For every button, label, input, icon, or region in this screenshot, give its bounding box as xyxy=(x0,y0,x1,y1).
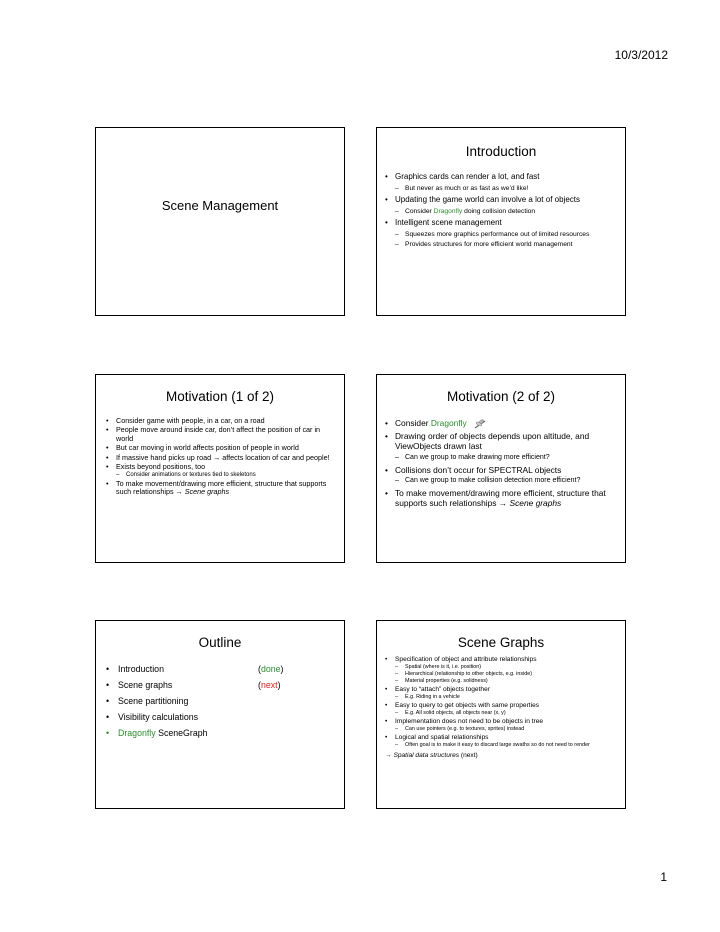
status-done: done xyxy=(260,664,281,674)
bullet xyxy=(106,480,338,497)
sub-bullet: – E.g. All solid objects, all objects near (x, y) xyxy=(385,710,619,717)
bullet xyxy=(385,488,619,509)
sub-bullet: – Can use pointers (e.g. to textures, sprites) instead xyxy=(385,726,619,733)
text: To make movement/drawing more efficient, structure that supports such relationships → xyxy=(116,478,327,497)
page-number: 1 xyxy=(660,870,667,884)
outline-item xyxy=(106,661,338,677)
bullet: • Collisions don’t occur for SPECTRAL objects xyxy=(385,465,619,476)
bullet: • Specification of object and attribute relationships xyxy=(385,656,619,664)
sub-bullet: – Squeezes more graphics performance out of limited resources xyxy=(385,231,619,240)
outline-item: • Scene partitioning xyxy=(106,693,338,709)
outline-item: • Visibility calculations xyxy=(106,709,338,725)
slide-title: Scene Management xyxy=(161,198,279,213)
scene-graphs-emphasis: Scene graphs xyxy=(184,487,230,497)
text: doing collision detection xyxy=(462,207,536,215)
slide-scene-graphs xyxy=(376,620,626,809)
slide-title: Outline xyxy=(198,635,242,650)
bullet: • Easy to query to get objects with same properties xyxy=(385,702,619,710)
outline-label: Introduction xyxy=(118,664,164,674)
slide-motivation-1 xyxy=(95,374,345,563)
bullet: • Logical and spatial relationships xyxy=(385,734,619,742)
spatial-data-structures-line xyxy=(385,752,619,760)
bullet xyxy=(385,418,619,429)
dragonfly-icon xyxy=(473,419,487,429)
bullet-list xyxy=(106,417,338,498)
outline-label: SceneGraph xyxy=(155,728,208,738)
spatial-data-structures-emphasis: Spatial data structures xyxy=(393,751,460,759)
sub-bullet: – But never as much or as fast as we’d like! xyxy=(385,185,619,194)
outline-list xyxy=(106,661,338,741)
bullet: • Updating the game world can involve a lot of objects xyxy=(385,195,619,206)
bullet: • If massive hand picks up road → affects location of car and people! xyxy=(106,454,338,462)
slide-title: Introduction xyxy=(465,144,537,159)
sub-bullet: – Often goal is to make it easy to discard large swaths so do not need to render xyxy=(385,742,619,749)
slide-title: Motivation (1 of 2) xyxy=(165,389,275,404)
sub-bullet: – Consider animations or textures tied to skeletons xyxy=(106,472,338,479)
bullet: • Implementation does not need to be objects in tree xyxy=(385,718,619,726)
bullet: • Intelligent scene management xyxy=(385,218,619,229)
bullet: • Easy to “attach” objects together xyxy=(385,686,619,694)
slide-motivation-2 xyxy=(376,374,626,563)
paren: ( xyxy=(258,680,261,690)
sub-bullet: – Provides structures for more efficient world management xyxy=(385,241,619,250)
bullet-list xyxy=(385,655,619,760)
slide-introduction xyxy=(376,127,626,316)
bullet: • Exists beyond positions, too xyxy=(106,463,338,471)
paren: ( xyxy=(258,664,261,674)
sub-bullet: – Can we group to make drawing more efficient? xyxy=(385,454,619,463)
header-date: 10/3/2012 xyxy=(614,48,668,62)
paren: ) xyxy=(277,680,281,690)
status-badge xyxy=(258,677,281,693)
sub-bullet xyxy=(385,208,619,217)
slide-title: Scene Graphs xyxy=(457,635,545,650)
dragonfly-highlight: Dragonfly xyxy=(118,728,156,738)
text: To make movement/drawing more efficient, structure that supports such relationships → xyxy=(395,487,606,509)
slide-title: Motivation (2 of 2) xyxy=(446,389,556,404)
bullet-list xyxy=(385,172,619,252)
outline-item xyxy=(106,725,338,741)
outline-label: Scene graphs xyxy=(118,680,173,690)
text: Consider xyxy=(405,207,434,215)
arrow: → xyxy=(385,751,394,759)
bullet: • Consider game with people, in a car, on a road xyxy=(106,417,338,425)
text: Consider xyxy=(395,418,431,428)
sub-bullet: – Can we group to make collision detection more efficient? xyxy=(385,477,619,486)
sub-bullet: – Spatial (where is it, i.e. position) xyxy=(385,664,619,671)
sub-bullet: – Material properties (e.g. solidness) xyxy=(385,678,619,685)
bullet: • Graphics cards can render a lot, and fast xyxy=(385,172,619,183)
scene-graphs-emphasis: Scene graphs xyxy=(509,498,562,509)
paren: ) xyxy=(280,664,284,674)
bullet: • But car moving in world affects position of people in world xyxy=(106,444,338,452)
sub-bullet: – Hierarchical (relationship to other objects, e.g. inside) xyxy=(385,671,619,678)
bullet-list xyxy=(385,418,619,511)
sub-bullet: – E.g. Riding in a vehicle xyxy=(385,694,619,701)
text: (next) xyxy=(459,751,478,759)
status-next: next xyxy=(260,680,278,690)
status-badge xyxy=(258,661,283,677)
dragonfly-highlight: Dragonfly xyxy=(430,418,467,428)
bullet: • People move around inside car, don’t affect the position of car in world xyxy=(106,426,338,443)
bullet: • Drawing order of objects depends upon altitude, and ViewObjects drawn last xyxy=(385,431,619,452)
slide-outline xyxy=(95,620,345,809)
slide-scene-management xyxy=(95,127,345,316)
dragonfly-highlight: Dragonfly xyxy=(433,207,463,215)
outline-item xyxy=(106,677,338,693)
